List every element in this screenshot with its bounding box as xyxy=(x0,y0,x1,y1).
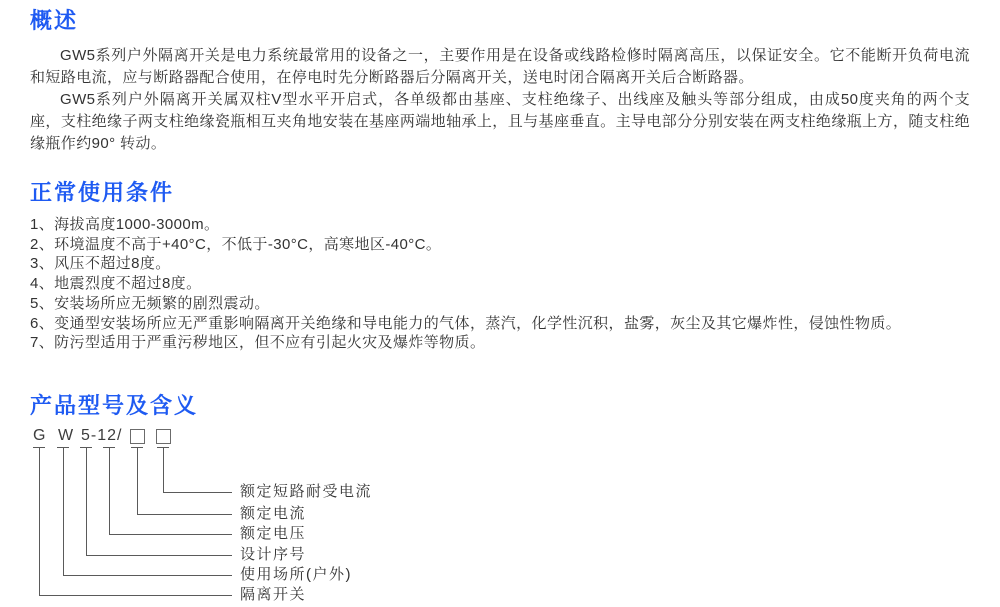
condition-item-7: 7、防污型适用于严重污秽地区，但不应有引起火灾及爆炸等物质。 xyxy=(30,334,486,352)
model-label-rated-short-circuit-withstand-current: 额定短路耐受电流 xyxy=(240,482,373,500)
condition-item-6: 6、变通型安装场所应无严重影响隔离开关绝缘和导电能力的气体，蒸汽，化学性沉积，盐雾，灰尘及其它爆炸性，侵蚀性物质。 xyxy=(30,314,902,332)
model-placeholder-box-1 xyxy=(130,429,145,444)
condition-item-1: 1、海拔高度1000-3000m。 xyxy=(30,216,220,233)
model-label-place-of-use-outdoor: 使用场所(户外) xyxy=(240,565,352,583)
model-designation-diagram xyxy=(33,427,970,607)
condition-item-3: 3、风压不超过8度。 xyxy=(30,255,171,273)
overview-heading: 概述 xyxy=(30,8,79,33)
model-code-letter-w: W xyxy=(58,426,75,444)
diagram-vertical-line xyxy=(39,448,40,595)
document-page xyxy=(30,8,970,607)
condition-item-2: 2、环境温度不高于+40°C，不低于-30°C，高寒地区-40°C。 xyxy=(30,235,442,253)
diagram-connector-line xyxy=(86,555,232,556)
model-label-rated-voltage: 额定电压 xyxy=(240,524,307,542)
diagram-vertical-line xyxy=(86,448,87,555)
model-heading: 产品型号及含义 xyxy=(30,392,199,418)
diagram-vertical-line xyxy=(163,448,164,492)
model-label-design-serial-number: 设计序号 xyxy=(240,545,307,563)
model-label-disconnect-switch: 隔离开关 xyxy=(240,585,307,603)
conditions-heading: 正常使用条件 xyxy=(30,180,175,205)
condition-item-4: 4、地震烈度不超过8度。 xyxy=(30,275,202,293)
section-model-designation xyxy=(30,393,970,607)
model-code-number: 5-12/ xyxy=(81,426,123,444)
section-overview xyxy=(30,8,970,155)
model-placeholder-box-2 xyxy=(156,429,171,444)
model-label-rated-current: 额定电流 xyxy=(240,504,307,522)
diagram-connector-line xyxy=(137,514,232,515)
overview-paragraph-2: GW5系列户外隔离开关属双柱V型水平开启式，各单级都由基座、支柱绝缘子、出线座及触头等部分组成，由成50度夹角的两个支座，支柱绝缘子两支柱绝缘瓷瓶相互夹角地安装在基座两端地轴承上，且与基座垂直。主导电部分分别安装在两支柱绝缘瓶上方，随支柱绝缘瓶作约90° 转动。 xyxy=(30,91,970,152)
diagram-vertical-line xyxy=(63,448,64,575)
diagram-connector-line xyxy=(63,575,232,576)
diagram-vertical-line xyxy=(109,448,110,534)
diagram-connector-line xyxy=(109,534,232,535)
model-code-letter-g: G xyxy=(33,426,47,444)
conditions-list xyxy=(30,215,970,353)
overview-paragraph-1: GW5系列户外隔离开关是电力系统最常用的设备之一，主要作用是在设备或线路检修时隔离高压，以保证安全。它不能断开负荷电流和短路电流，应与断路器配合使用，在停电时先分断路器后分隔离开关，送电时闭合隔离开关后合断路器。 xyxy=(30,47,970,86)
diagram-connector-line xyxy=(39,595,232,596)
diagram-connector-line xyxy=(163,492,232,493)
section-conditions xyxy=(30,180,970,353)
condition-item-5: 5、安装场所应无频繁的剧烈震动。 xyxy=(30,294,270,312)
diagram-vertical-line xyxy=(137,448,138,514)
